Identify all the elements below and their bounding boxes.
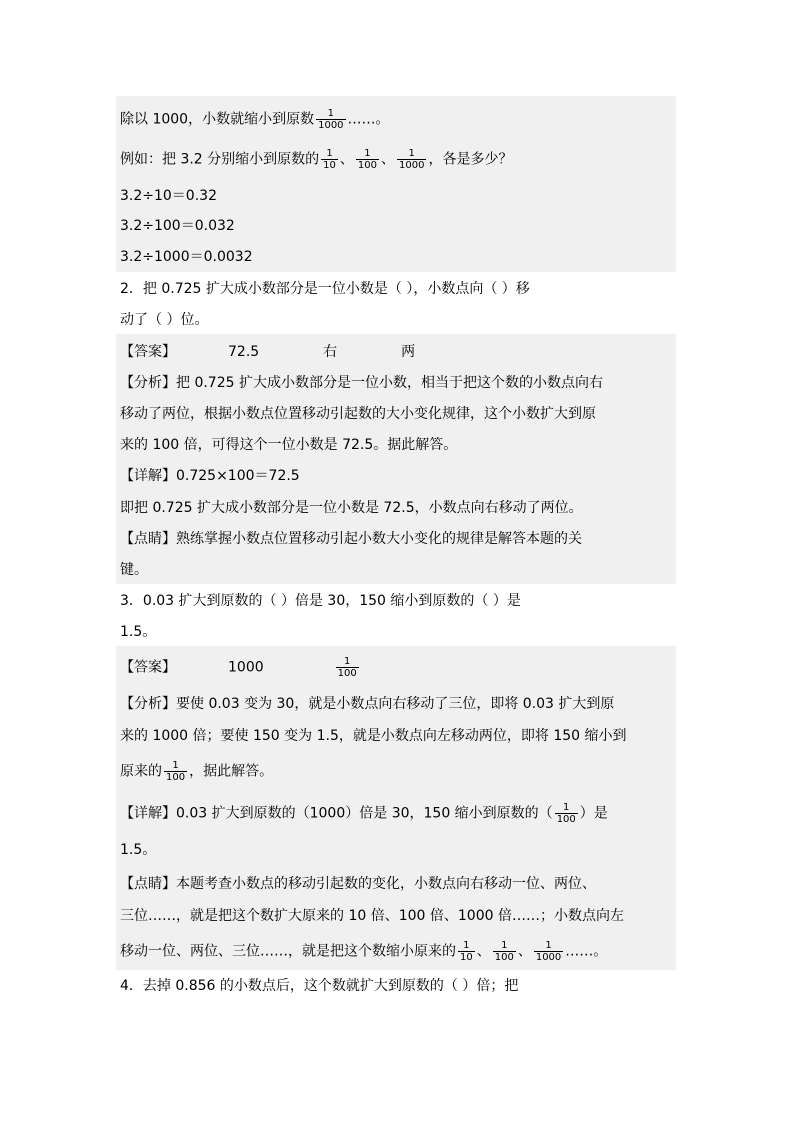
answer-label: 【答案】	[120, 659, 176, 676]
analysis-text: 【分析】要使 0.03 变为 30，就是小数点向右移动了三位，即将 0.03 扩大到原	[120, 696, 615, 712]
answer-value: 1000	[228, 659, 264, 676]
point-text: 三位……，就是把这个数扩大原来的 10 倍、100 倍、1000 倍……；小数点向左	[120, 908, 624, 924]
text-line: 例如：把 3.2 分别缩小到原数的 $\frac{1}{10}$ 、 $\frac{1}{100}$ 、 $\frac{1}{1000}$ ，各是多少？	[120, 148, 513, 171]
text-line: 除以 1000，小数就缩小到原数 $\frac{1}{1000}$ ……。	[120, 108, 390, 131]
detail-text: 1.5。	[120, 842, 157, 858]
analysis-text: 来的 100 倍，可得这个一位小数是 72.5。据此解答。	[120, 437, 458, 453]
fraction: $\frac{1}{100}$	[494, 940, 514, 963]
answer-value: 两	[401, 344, 416, 360]
fraction: $\frac{1}{1000}$	[399, 148, 425, 171]
detail-text: 即把 0.725 扩大成小数部分是一位小数是 72.5，小数点向右移动了两位。	[120, 500, 583, 516]
detail-text: 【详解】0.725×100＝72.5	[120, 468, 300, 484]
question-text: 1.5。	[120, 624, 157, 640]
question-text: 2．把 0.725 扩大成小数部分是一位小数是（ ），小数点向（ ）移	[120, 281, 530, 297]
analysis-text: 来的 1000 倍；要使 150 变为 1.5，就是小数点向左移动两位，即将 150 缩小到	[120, 728, 627, 744]
answer-value: 右	[323, 344, 338, 360]
point-text: 移动一位、两位、三位……，就是把这个数缩小原来的 $\frac{1}{10}$ 、 $\frac{1}{100}$ 、 $\frac{1}{1000}$ ……。	[120, 940, 608, 963]
point-text: 【点睛】熟练掌握小数点位置移动引起小数大小变化的规律是解答本题的关	[120, 531, 582, 547]
question-text: 4．去掉 0.856 的小数点后，这个数就扩大到原数的（ ）倍；把	[120, 978, 519, 994]
equation-line: 3.2÷10＝0.32	[120, 188, 217, 204]
point-text: 【点睛】本题考查小数点的移动引起数的变化，小数点向右移动一位、两位、	[120, 876, 596, 892]
analysis-text: 原来的 $\frac{1}{100}$ ，据此解答。	[120, 760, 274, 783]
detail-text: 【详解】0.03 扩大到原数的（1000）倍是 30，150 缩小到原数的（ $\frac{1}{100}$ ）是	[120, 802, 608, 825]
fraction: $\frac{1}{1000}$	[318, 108, 344, 131]
fraction: $\frac{1}{1000}$	[535, 940, 562, 963]
fraction: $\frac{1}{100}$	[337, 656, 357, 679]
fraction: $\frac{1}{100}$	[166, 760, 186, 783]
analysis-text: 【分析】把 0.725 扩大成小数部分是一位小数，相当于把这个数的小数点向右	[120, 375, 603, 391]
answer-value: 72.5	[228, 344, 260, 360]
equation-line: 3.2÷100＝0.032	[120, 218, 235, 234]
answer-line	[120, 342, 680, 362]
question-text: 3．0.03 扩大到原数的（ ）倍是 30，150 缩小到原数的（ ）是	[120, 593, 521, 609]
equation-line: 3.2÷1000＝0.0032	[120, 249, 253, 265]
fraction: $\frac{1}{100}$	[556, 802, 576, 825]
point-text: 键。	[120, 562, 148, 578]
answer-line	[120, 656, 680, 679]
analysis-text: 移动了两位，根据小数点位置移动引起数的大小变化规律，这个小数扩大到原	[120, 406, 596, 422]
answer-label: 【答案】	[120, 344, 176, 360]
question-text: 动了（ ）位。	[120, 312, 209, 328]
fraction: $\frac{1}{100}$	[357, 148, 377, 171]
fraction: $\frac{1}{10}$	[323, 148, 336, 171]
fraction: $\frac{1}{10}$	[460, 940, 473, 963]
